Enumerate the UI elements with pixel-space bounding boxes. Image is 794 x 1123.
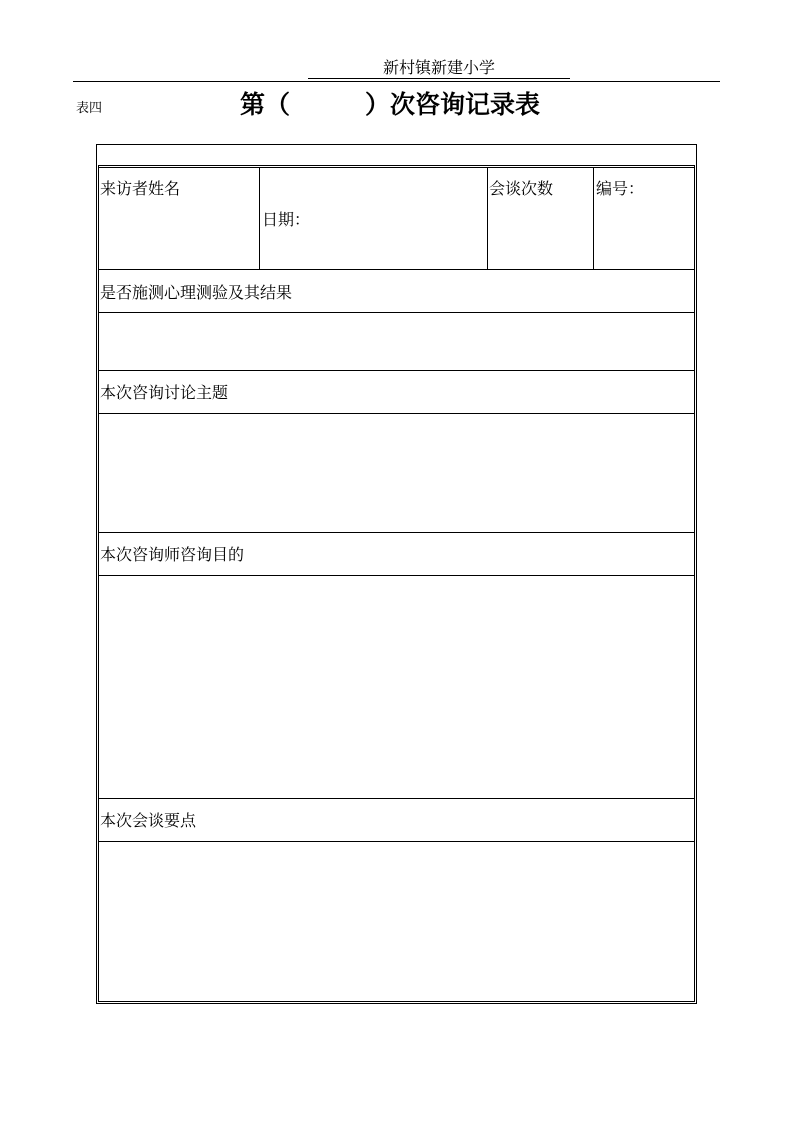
number-field[interactable] <box>595 200 693 268</box>
purpose-field[interactable] <box>100 577 694 797</box>
inner-frame-top-2 <box>98 167 695 168</box>
col-sep-1 <box>259 167 260 269</box>
col-sep-3 <box>593 167 594 269</box>
inner-frame-bottom <box>98 1001 695 1002</box>
col-sep-2 <box>487 167 488 269</box>
topic-label: 本次咨询讨论主题 <box>100 383 229 402</box>
number-label: 编号： <box>596 179 645 198</box>
inner-frame-left <box>98 166 99 1002</box>
key-points-field[interactable] <box>100 843 694 1000</box>
topic-field[interactable] <box>100 415 694 531</box>
form-title: 第（ ）次咨询记录表 <box>240 90 541 119</box>
psych-test-field[interactable] <box>100 314 694 369</box>
row-sep-3 <box>98 370 695 371</box>
session-count-label: 会谈次数 <box>489 179 554 198</box>
inner-frame-top <box>98 165 695 166</box>
purpose-label: 本次咨询师咨询目的 <box>100 545 245 564</box>
row-sep-4 <box>98 413 695 414</box>
inner-frame-right <box>694 166 695 1002</box>
psych-test-label: 是否施测心理测验及其结果 <box>100 283 293 302</box>
header-rule <box>73 81 720 82</box>
key-points-label: 本次会谈要点 <box>100 811 197 830</box>
row-sep-2 <box>98 312 695 313</box>
school-name: 新村镇新建小学 <box>308 58 570 79</box>
date-field[interactable] <box>262 169 486 268</box>
row-sep-5 <box>98 532 695 533</box>
row-sep-6 <box>98 575 695 576</box>
table-label: 表四 <box>76 101 103 116</box>
date-label: 日期： <box>262 210 311 229</box>
session-count-field[interactable] <box>489 200 592 268</box>
visitor-name-label: 来访者姓名 <box>100 179 181 198</box>
visitor-name-field[interactable] <box>100 200 258 268</box>
row-sep-7 <box>98 798 695 799</box>
row-sep-8 <box>98 841 695 842</box>
row-sep-1 <box>98 269 695 270</box>
